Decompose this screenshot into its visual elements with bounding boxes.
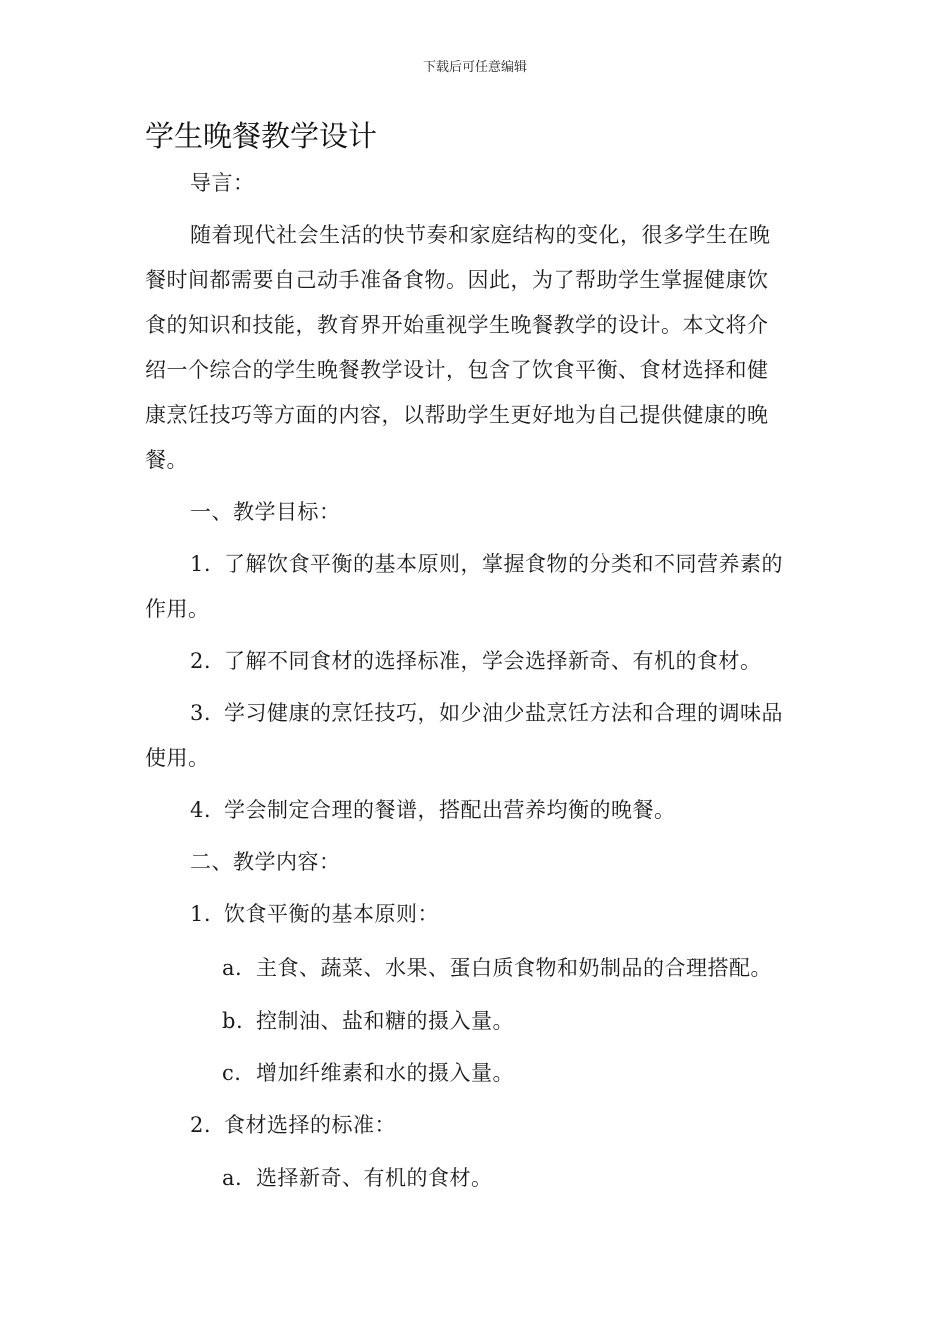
content-subitem-1b [222, 1006, 514, 1036]
subitem-text: 选择新奇、有机的食材。 [256, 1166, 493, 1190]
intro-line-3: 食的知识和技能，教育界开始重视学生晚餐教学的设计。本文将介 [145, 313, 769, 337]
header-note: 下载后可任意编辑 [422, 60, 527, 75]
content-item-2 [190, 1110, 396, 1140]
goal-item-1-continuation: 作用。 [145, 597, 210, 621]
goal-item-3 [190, 698, 783, 728]
goal-text: 学习健康的烹饪技巧，如少油少盐烹饪方法和合理的调味品 [224, 701, 783, 725]
subitem-mark: a. [222, 1166, 243, 1190]
subitem-mark: c. [222, 1061, 242, 1085]
intro-line-2: 餐时间都需要自己动手准备食物。因此，为了帮助学生掌握健康饮 [145, 268, 769, 292]
content-subitem-1a [222, 953, 772, 983]
page-title: 学生晚餐教学设计 [145, 119, 378, 153]
content-text: 食材选择的标准： [224, 1113, 396, 1137]
goal-number: 3. [190, 701, 212, 725]
goal-item-3-continuation: 使用。 [145, 746, 210, 770]
goal-item-4 [190, 795, 676, 825]
intro-line-4: 绍一个综合的学生晚餐教学设计，包含了饮食平衡、食材选择和健 [145, 358, 769, 382]
content-subitem-1c [222, 1058, 514, 1088]
intro-line-1: 随着现代社会生活的快节奏和家庭结构的变化，很多学生在晚 [190, 223, 771, 247]
goal-number: 2. [190, 649, 212, 673]
content-item-1 [190, 899, 439, 929]
content-number: 1. [190, 902, 212, 926]
goal-item-2 [190, 646, 762, 676]
content-number: 2. [190, 1113, 212, 1137]
intro-line-5: 康烹饪技巧等方面的内容，以帮助学生更好地为自己提供健康的晚 [145, 403, 769, 427]
subitem-text: 主食、蔬菜、水果、蛋白质食物和奶制品的合理搭配。 [256, 956, 772, 980]
goal-item-1 [190, 549, 783, 579]
section-heading-goals: 一、教学目标： [190, 500, 341, 524]
goal-text: 学会制定合理的餐谱，搭配出营养均衡的晚餐。 [224, 798, 676, 822]
goal-number: 4. [190, 798, 212, 822]
goal-number: 1. [190, 552, 212, 576]
goal-text: 了解不同食材的选择标准，学会选择新奇、有机的食材。 [224, 649, 762, 673]
subitem-mark: a. [222, 956, 243, 980]
goal-text: 了解饮食平衡的基本原则，掌握食物的分类和不同营养素的 [224, 552, 783, 576]
subitem-text: 控制油、盐和糖的摄入量。 [256, 1009, 514, 1033]
subitem-text: 增加纤维素和水的摄入量。 [256, 1061, 514, 1085]
content-text: 饮食平衡的基本原则： [224, 902, 439, 926]
intro-line-6: 餐。 [145, 448, 188, 472]
subitem-mark: b. [222, 1009, 244, 1033]
intro-label: 导言： [190, 171, 255, 195]
content-subitem-2a [222, 1163, 493, 1193]
section-heading-content: 二、教学内容： [190, 850, 341, 874]
